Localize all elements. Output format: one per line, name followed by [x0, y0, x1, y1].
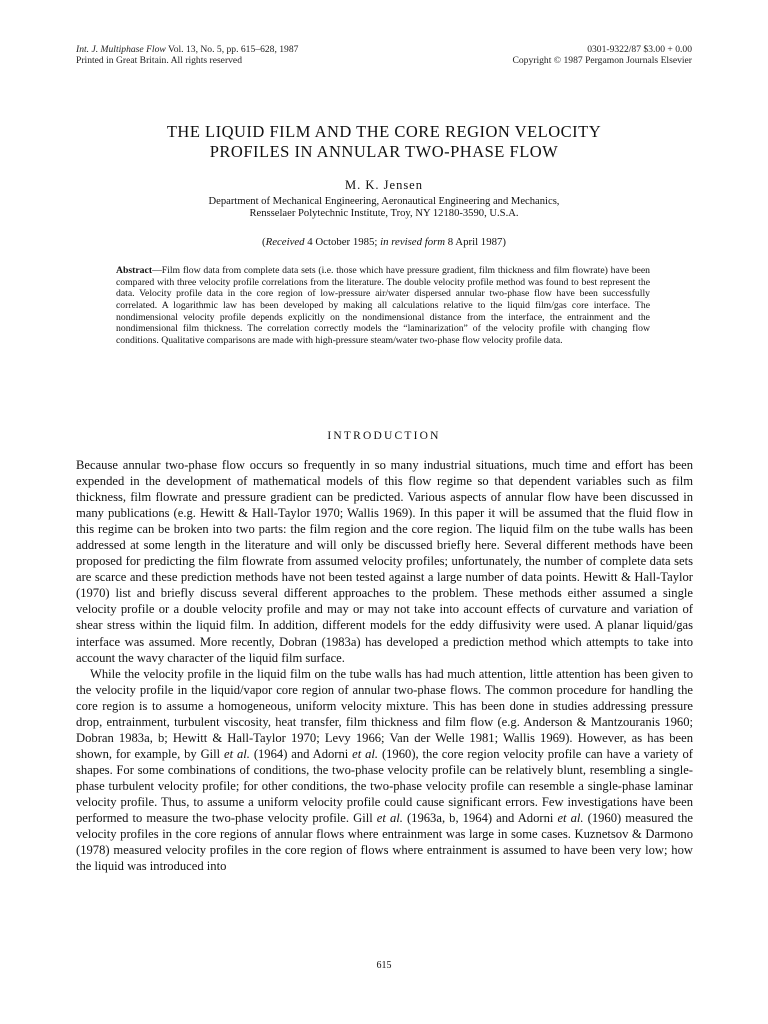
paper-title-line-2: PROFILES IN ANNULAR TWO-PHASE FLOW: [209, 142, 559, 161]
paragraph: Because annular two-phase flow occurs so frequently in so many industrial situations, much time and effort has been expended in the development of mathematical models of this flow regime so that dependent variables such as film thickness, film flowrate and pressure gradient can be predicted. Various aspects of annular flow have been discussed in many publications (e.g. Hewitt & Hall-Taylor 1970; Wallis 1969). In this paper it will be assumed that the fluid flow in this regime can be broken into two parts: the film region and the core region. The liquid film on the tube walls has been addressed at some length in the literature and will only be discussed briefly here. Several different methods have been proposed for predicting the film flowrate from assumed velocity profiles; unfortunately, the number of complete data sets are scarce and these prediction methods have not been tested against a large number of data points. Hewitt & Hall-Taylor (1970) list and briefly discuss several different approaches to the problem. These methods either assumed a single velocity profile or a double velocity profile and may or may not take into account effects of curvature and variation of shear stress within the liquid film. In addition, different models for the eddy diffusivity were used. A planar liquid/gas interface was assumed. More recently, Dobran (1983a) has developed a prediction method which attempts to take into account the wavy character of the liquid film surface.: [76, 458, 693, 665]
abstract: [116, 265, 650, 347]
revised-label: in revised form: [380, 236, 446, 248]
received-label: Received: [265, 236, 305, 248]
author-affiliation: [0, 196, 768, 220]
received-date: 4 October 1985;: [304, 236, 381, 248]
printed-notice: Printed in Great Britain. All rights reserved: [76, 55, 242, 66]
paragraph: While the velocity profile in the liquid film on the tube walls has had much attention, little attention has been given to the velocity profile in the liquid/vapor core region of annular two-phase flows. The common procedure for handling the core region is to assume a homogeneous, uniform velocity mixture. This has been done in studies addressing pressure drop, entrainment, turbulent viscosity, heat transfer, film thickness and film flow (e.g. Anderson & Mantzouranis 1960; Dobran 1983a, b; Hewitt & Hall-Taylor 1970; Levy 1966; Van der Welle 1981; Wallis 1969). However, as has been shown, for example, by Gill et al. (1964) and Adorni et al. (1960), the core region velocity profile can have a variety of shapes. For some combinations of conditions, the two-phase velocity profile can be relatively blunt, resembling a single-phase turbulent velocity profile; for other conditions, the two-phase velocity profile can resemble a single-phase laminar velocity profile. Thus, to assume a uniform velocity profile could cause significant errors. Few investigations have been performed to measure the two-phase velocity profile. Gill et al. (1963a, b, 1964) and Adorni et al. (1960) measured the velocity profiles in the core regions of annular flows where entrainment was large in some cases. Kuznetsov & Darmono (1978) measured velocity profiles in the core region of flows where entrainment is assumed to have been very low; how the liquid was introduced into: [76, 666, 693, 874]
running-header-right: [512, 44, 692, 66]
received-dates: (Received 4 October 1985; in revised form 8 April 1987): [261, 236, 506, 248]
issn-price: 0301-9322/87 $3.00 + 0.00: [587, 44, 692, 55]
running-header-left: [76, 44, 298, 66]
page-number: 615: [376, 960, 392, 971]
author-name: M. K. Jensen: [345, 178, 423, 192]
revised-date: 8 April 1987): [445, 236, 506, 248]
affiliation-line-1: Department of Mechanical Engineering, Aeronautical Engineering and Mechanics,: [208, 196, 560, 207]
paper-title: [0, 122, 768, 162]
journal-citation: Vol. 13, No. 5, pp. 615–628, 1987: [168, 44, 299, 55]
abstract-text: —Film flow data from complete data sets (i.e. those which have pressure gradient, film thickness and film flowrate) have been compared with three velocity profile correlations from the literature. The double velocity profile method was found to best represent the data. Velocity profile data in the core region of low-pressure air/water dispersed annular two-phase flow have been successfully correlated. A logarithmic law has been developed by making all calculations relative to the liquid film/gas core interface. The nondimensional velocity profile depends explicitly on the nondimensional distance from the interface, the entrainment and the nondimensional film thickness. The correlation correctly models the “laminarization” of the velocity profile with changing flow conditions. Qualitative comparisons are made with high-pressure steam/water two-phase flow velocity profile data.: [116, 265, 650, 346]
copyright-notice: Copyright © 1987 Pergamon Journals Elsevier: [512, 55, 692, 66]
paper-title-line-1: THE LIQUID FILM AND THE CORE REGION VELOCITY: [166, 122, 602, 141]
affiliation-line-2: Rensselaer Polytechnic Institute, Troy, NY 12180-3590, U.S.A.: [249, 208, 519, 219]
body-text: [76, 457, 693, 874]
journal-name: Int. J. Multiphase Flow: [76, 44, 166, 55]
abstract-label: Abstract: [116, 265, 153, 276]
section-heading: INTRODUCTION: [327, 430, 441, 442]
